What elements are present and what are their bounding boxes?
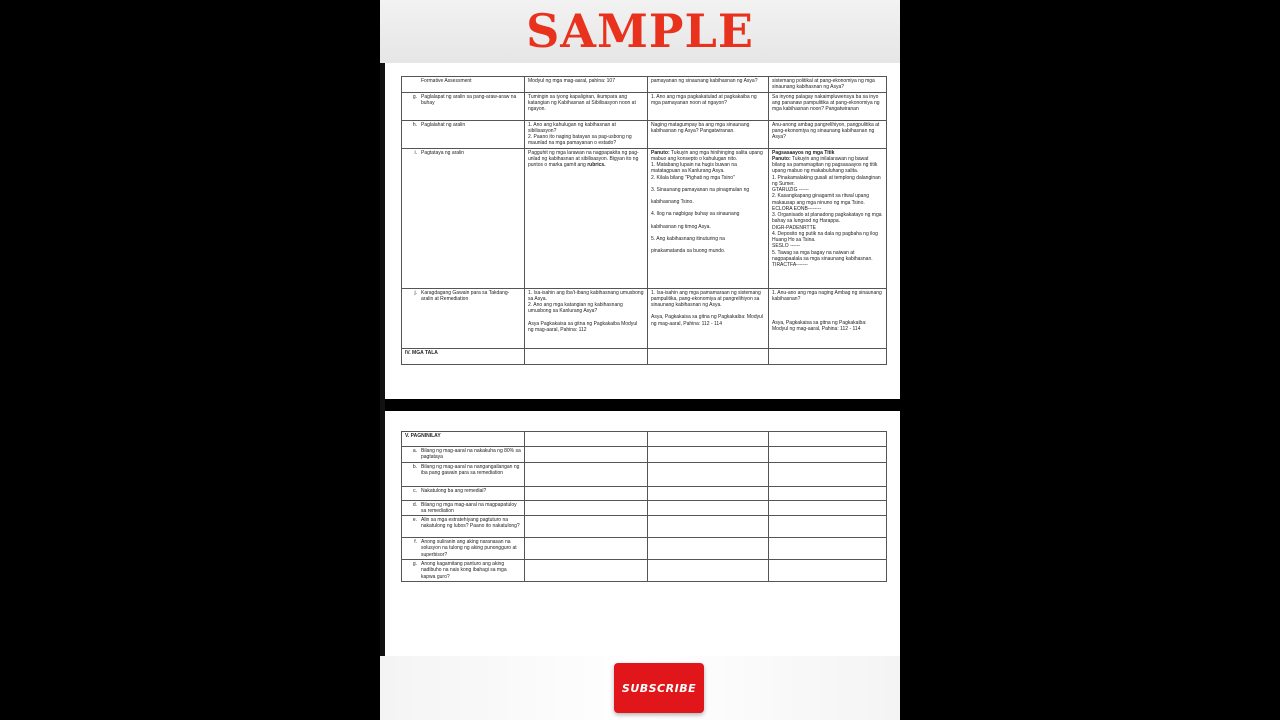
table-row <box>402 538 887 560</box>
table-row <box>402 462 887 486</box>
cell-line: 2. Kasangkapang ginagamit sa ritwal upang makausap ang mga ninuno ng mga Tsino. <box>772 193 870 206</box>
cell-line: sistemang politikal at pang-ekonomiya ng mga sinaunang kabihasnan ng Asya? <box>772 78 875 91</box>
empty-cell <box>648 348 769 364</box>
cell-line: 2. Ano ang mga katangian ng kabihasnang umusbong sa Kanlurang Asya? <box>528 302 623 315</box>
row-label-text: Bilang ng mag-aaral na nakakuha ng 80% sa pagtataya <box>421 448 521 461</box>
empty-cell <box>648 486 769 500</box>
document-page-2 <box>380 411 900 656</box>
table-row <box>402 348 887 364</box>
row-label <box>405 488 521 494</box>
empty-cell <box>525 348 648 364</box>
top-banner <box>380 0 900 63</box>
cell-line: 1. Matabang lupain na hugis buwan na matatagpuan sa Kanlurang Asya. <box>651 162 737 175</box>
empty-cell <box>525 432 648 447</box>
row-label-cell <box>402 77 525 93</box>
column-2-cell <box>648 92 769 120</box>
cell-line: kabihasnang Tsino. <box>651 199 694 205</box>
empty-cell <box>648 432 769 447</box>
row-letter: e. <box>412 517 417 523</box>
table-row <box>402 500 887 516</box>
empty-cell <box>769 486 887 500</box>
instruction-label: Panuto: <box>772 155 791 162</box>
row-label <box>405 94 521 107</box>
empty-cell <box>769 462 887 486</box>
cell-line: 5. Ang kabihasnang itinuturing na <box>651 235 725 242</box>
empty-cell <box>525 516 648 538</box>
row-label <box>405 448 521 461</box>
cell-text: Pagguhit ng mga larawan na nagpapakita ng pag-unlad ng kabihasnan at sibilisasyon. Bigyan ito ng puntos o marka gamit ang <box>528 149 639 168</box>
column-3-cell <box>769 288 887 348</box>
empty-cell <box>769 432 887 447</box>
page-edge-shadow <box>380 63 385 656</box>
empty-cell <box>648 462 769 486</box>
cell-line: Asya, Pagkakaisa sa gitna ng Pagkakaiba: Modyul ng mag-aaral, Pahina: 112 - 114 <box>651 314 764 327</box>
cell-text-bold: rubrics. <box>587 162 606 168</box>
cell-line: Asya Pagkakaisa sa gitna ng Pagkakaiba Modyul ng mag-aaral, Pahina: 112 <box>528 320 638 333</box>
column-2-cell <box>648 148 769 288</box>
row-label-cell <box>402 120 525 148</box>
empty-cell <box>769 560 887 582</box>
row-label-cell <box>402 148 525 288</box>
sample-watermark: SAMPLE <box>526 4 754 58</box>
row-label <box>405 561 521 580</box>
cell-line: 2. Paano ito naging batayan sa pag-usbong ng maunlad na mga pamayanan o estado? <box>528 134 632 147</box>
instruction-line <box>772 156 883 175</box>
cell-line: 1. Isa-isahin ang mga pamamaraan ng sistemang pampulitika, pang-ekonomiya at pangrelihiyon sa sinaunang kabihasnan ng Asya. <box>651 289 761 308</box>
section-heading: V. PAGNINILAY <box>402 432 525 447</box>
cell-line: kabihasnan ng timog Asya. <box>651 223 711 230</box>
subscribe-button[interactable]: SUBSCRIBE <box>614 663 704 713</box>
empty-cell <box>525 447 648 463</box>
cell-line: ECLORA EONB-------- <box>772 205 822 212</box>
row-letter: g. <box>412 93 417 100</box>
row-label <box>405 502 521 515</box>
row-label-text: Formative Assessment <box>421 78 472 84</box>
table-row <box>402 447 887 463</box>
table-row <box>402 120 887 148</box>
table-row <box>402 92 887 120</box>
row-letter <box>405 78 417 84</box>
column-3-cell <box>769 77 887 93</box>
empty-cell <box>648 447 769 463</box>
empty-cell <box>769 538 887 560</box>
column-2-cell <box>648 77 769 93</box>
document-page-1 <box>380 63 900 399</box>
empty-cell <box>769 348 887 364</box>
cell-line: 2. Kilala bilang "Pighati ng mga Tsino" <box>651 174 735 181</box>
cell-line: 1. Pinakamalaking gusali at templong dalanginan ng Sumer. <box>772 174 881 187</box>
column-2-cell <box>648 120 769 148</box>
row-label-text: Karagdagang Gawain para sa Takdang-aralin at Remediation <box>421 289 510 302</box>
table-row <box>402 288 887 348</box>
row-label-cell <box>402 447 525 463</box>
row-label-text: Anong suliranin ang aking naranasan na solusyon na tulong ng aking punongguro at superbisor? <box>421 539 517 558</box>
cell-line: 1. Isa-isahin ang iba't-ibang kabihasnang umusbong sa Asya. <box>528 289 644 302</box>
empty-cell <box>525 486 648 500</box>
cell-line: Asya, Pagkakaisa sa gitna ng Pagkakaiba: Modyul ng mag-aaral, Pahina: 112 - 114 <box>772 320 867 333</box>
row-label-cell <box>402 92 525 120</box>
instruction-line <box>651 150 765 163</box>
row-label-text: Paglalapat ng aralin sa pang-araw-araw na buhay <box>421 93 517 106</box>
row-letter: c. <box>413 487 417 494</box>
empty-cell <box>525 500 648 516</box>
row-label-text: Alin sa mga estratehiyang pagtuturo na nakatulong ng lubos? Paano ito nakatulong? <box>421 517 520 530</box>
cell-line: 1. Ano ang mga pagkakatulad at pagkakaiba ng mga pamayanan noon at ngayon? <box>651 93 757 106</box>
cell-line: Anu-anong ambag pangrelihiyon, pangpulitika at pang-ekonomiya ng sinaunang kabihasnan ng Asya? <box>772 121 880 140</box>
row-letter: f. <box>414 539 417 545</box>
cell-line: DIGR-PADENRTTE <box>772 224 816 231</box>
table-row <box>402 516 887 538</box>
empty-cell <box>525 538 648 560</box>
row-label-text: Nakatulong ba ang remedial? <box>421 487 487 494</box>
column-2-cell <box>648 288 769 348</box>
cell-line: 3. Sinaunang pamayanan na pinagmulan ng <box>651 186 750 193</box>
cell-line: TIRACTFA------- <box>772 262 808 268</box>
cell-line: Sa inyong palagay nakaimpluwensya ba sa inyo ang pananaw pampulitika at pang-ekonomiya ng mga kabihasnan noon? Pangatwiranan <box>772 93 880 112</box>
row-label-cell <box>402 516 525 538</box>
column-3-cell <box>769 92 887 120</box>
cell-line: Modyul ng mga mag-aaral, pahina: 107 <box>528 78 615 84</box>
empty-cell <box>769 447 887 463</box>
cell-line: pamayanan ng sinaunang kabihasnan ng Asya? <box>651 78 758 84</box>
bottom-banner <box>380 656 900 720</box>
table-row <box>402 486 887 500</box>
cell-line: Naging matagumpay ba ang mga sinaunang kabihasnan ng Asya? Pangatwiranan. <box>651 121 750 134</box>
cell-line: 1. Ano ang kahulugan ng kabihasnan at sibilisasyon? <box>528 121 616 134</box>
empty-cell <box>648 516 769 538</box>
column-3-cell <box>769 148 887 288</box>
column-1-cell <box>525 120 648 148</box>
lesson-plan-table <box>401 76 887 365</box>
reflection-table <box>401 431 887 582</box>
cell-line: 3. Organisado at planadong pagkakatayo ng mga bahay sa lungsod ng Harappa. <box>772 212 882 225</box>
row-letter: g. <box>412 561 417 567</box>
row-label-text: Bilang ng mag-aaral na nangangailangan ng iba pang gawain para sa remediation <box>421 463 520 476</box>
row-label-text: Paglalahat ng aralin <box>421 121 466 128</box>
cell-line: 1. Anu-ano ang mga naging Ambag ng sinaunang kabihasnan? <box>772 289 882 302</box>
cell-line: 4. Ilog na nagbigay buhay sa sinaunang <box>651 211 740 218</box>
table-row <box>402 560 887 582</box>
row-label <box>405 539 521 558</box>
column-1-cell <box>525 77 648 93</box>
cell-line: pinakamatanda sa buong mundo. <box>651 248 726 254</box>
row-letter: i. <box>414 149 417 156</box>
activity-title: Pagsasaayos ng mga Titik <box>772 149 835 156</box>
row-letter: h. <box>412 121 417 128</box>
column-3-cell <box>769 120 887 148</box>
row-label-cell <box>402 500 525 516</box>
cell-line: 5. Tawag sa mga bagay na naiwan at nagpapaalala sa mga sinaunang kabihasnan. <box>772 249 873 262</box>
row-label <box>405 464 521 477</box>
instruction-text: Tukuyin ang mga hinihinging salita upang mabuo ang konsepto o kahulugan nito. <box>651 149 763 162</box>
row-letter: d. <box>412 501 417 508</box>
row-label-cell <box>402 560 525 582</box>
empty-cell <box>648 560 769 582</box>
empty-cell <box>769 516 887 538</box>
row-label <box>405 290 521 303</box>
empty-cell <box>648 500 769 516</box>
row-letter: j. <box>414 289 417 296</box>
cell-line: GTARUZIG ------ <box>772 187 809 193</box>
row-label <box>405 517 521 530</box>
row-label-cell <box>402 462 525 486</box>
row-label-cell <box>402 288 525 348</box>
row-label <box>405 122 521 128</box>
column-1-cell <box>525 288 648 348</box>
row-label <box>405 150 521 156</box>
row-label-text: Anong kagamitang panturo ang aking nadibuho na nais kong ibahagi sa mga kapwa guro? <box>421 561 507 580</box>
instruction-label: Panuto: <box>651 149 670 156</box>
empty-cell <box>525 462 648 486</box>
row-label-cell <box>402 538 525 560</box>
row-label-text: Pagtataya ng aralin <box>421 149 465 156</box>
table-row <box>402 148 887 288</box>
empty-cell <box>525 560 648 582</box>
column-1-cell <box>525 92 648 120</box>
cell-line: SESLO ------ <box>772 243 801 250</box>
row-letter: a. <box>412 448 417 454</box>
column-1-cell <box>525 148 648 288</box>
row-label-text: Bilang ng mga mag-aaral na magpapatuloy sa remediation <box>421 501 517 514</box>
empty-cell <box>769 500 887 516</box>
cell-line: Tumingin sa iyong kapaligiran, ikumpara ang katangian ng Kabihasnan at Sibilisasyon noon at ngayon. <box>528 93 636 112</box>
mga-tala-label: IV. MGA TALA <box>402 348 525 364</box>
table-row <box>402 432 887 447</box>
row-label <box>405 78 521 84</box>
row-letter: b. <box>412 463 417 470</box>
cell-line: 4. Deposito ng putik na dala ng pagbaha ng ilog Huang Ho sa Tsina. <box>772 230 878 243</box>
instruction-text: Tukuyin ang inilalarawan ng bawat bilang sa pamamagitan ng pagsasaayos ng titik upang mabuo ng makabuluhang salita. <box>772 155 878 175</box>
empty-cell <box>648 538 769 560</box>
table-row <box>402 77 887 93</box>
row-label-cell <box>402 486 525 500</box>
